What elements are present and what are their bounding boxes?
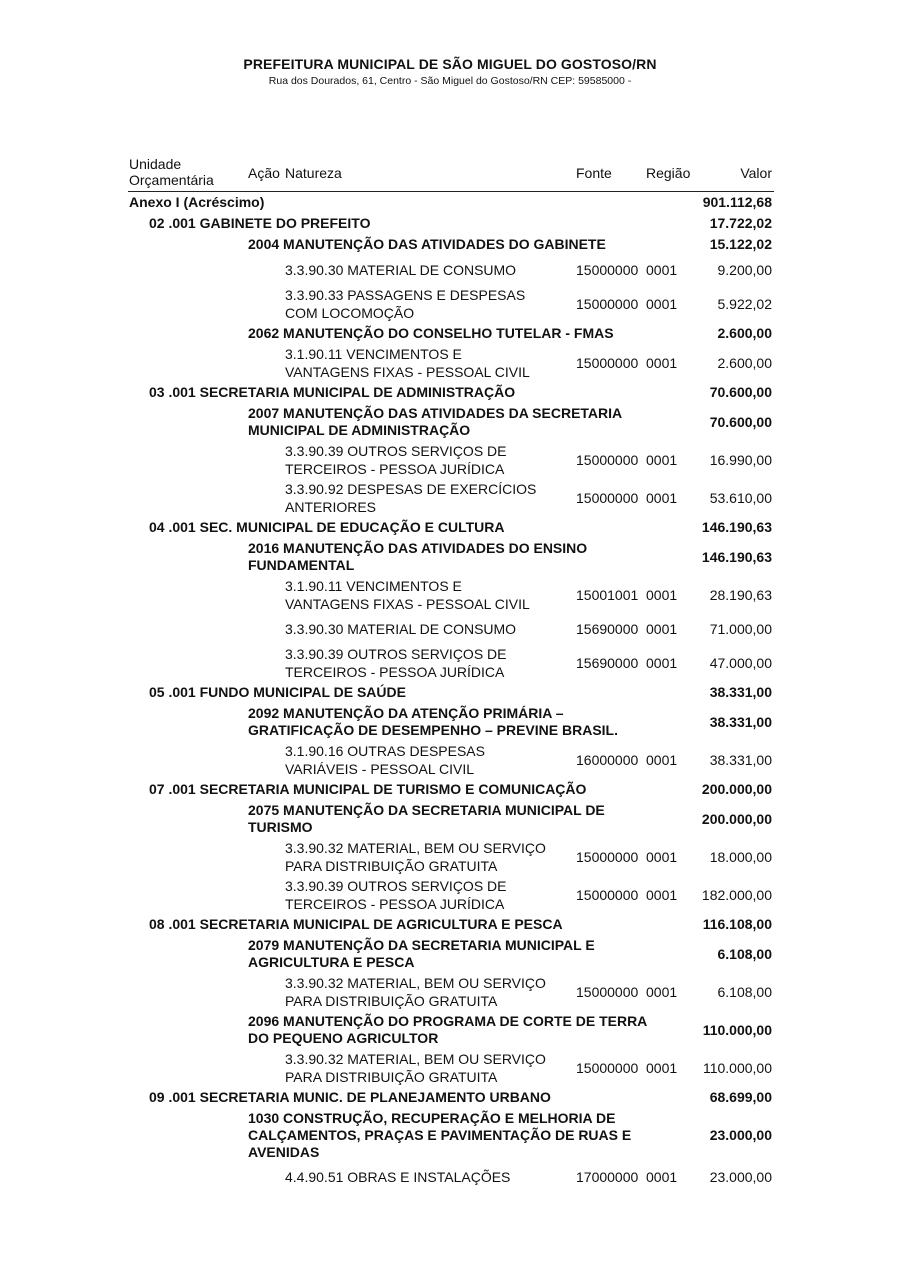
- row-description: [149, 384, 515, 401]
- action-row: [0, 538, 900, 576]
- regiao-value: 0001: [646, 655, 678, 671]
- description-line: 3.3.90.39 OUTROS SERVIÇOS DE: [285, 443, 507, 459]
- description-line: PARA DISTRIBUIÇÃO GRATUITA: [285, 1069, 498, 1085]
- description-line: COM LOCOMOÇÃO: [285, 305, 415, 321]
- description-line: 3.3.90.30 MATERIAL DE CONSUMO: [285, 621, 517, 637]
- row-description: [285, 1168, 510, 1186]
- regiao-value: 0001: [646, 752, 678, 768]
- fonte-value: 15000000: [576, 452, 639, 468]
- row-description: [285, 345, 530, 381]
- row-description: [248, 405, 622, 439]
- regiao-value: 0001: [646, 296, 678, 312]
- fonte-value: 15000000: [576, 887, 639, 903]
- row-description: [149, 215, 370, 232]
- nature-row: [0, 285, 900, 323]
- description-line: GRATIFICAÇÃO DE DESEMPENHO – PREVINE BRASIL.: [248, 722, 619, 738]
- row-description: [149, 916, 563, 933]
- description-line: TERCEIROS - PESSOA JURÍDICA: [285, 896, 505, 912]
- description-line: 2062 MANUTENÇÃO DO CONSELHO TUTELAR - FMAS: [248, 325, 614, 341]
- row-description: [248, 325, 614, 342]
- col-acao: Ação: [248, 165, 280, 181]
- fonte-value: 15001001: [576, 587, 639, 603]
- col-regiao: Região: [646, 165, 691, 181]
- row-description: [248, 540, 587, 574]
- description-line: 2075 MANUTENÇÃO DA SECRETARIA MUNICIPAL DE: [248, 802, 605, 818]
- description-line: 07 .001 SECRETARIA MUNICIPAL DE TURISMO E COMUNICAÇÃO: [149, 781, 587, 797]
- row-description: [149, 519, 505, 536]
- nature-row: [0, 644, 900, 682]
- description-line: 2079 MANUTENÇÃO DA SECRETARIA MUNICIPAL E: [248, 937, 595, 953]
- valor-value: 38.331,00: [709, 714, 772, 730]
- description-line: PARA DISTRIBUIÇÃO GRATUITA: [285, 993, 498, 1009]
- description-line: 3.3.90.32 MATERIAL, BEM OU SERVIÇO: [285, 1051, 546, 1067]
- regiao-value: 0001: [646, 262, 678, 278]
- description-line: VARIÁVEIS - PESSOAL CIVIL: [285, 761, 475, 777]
- description-line: 2004 MANUTENÇÃO DAS ATIVIDADES DO GABINETE: [248, 236, 606, 252]
- action-row: [0, 403, 900, 441]
- fonte-value: 17000000: [576, 1169, 639, 1185]
- valor-value: 146.190,63: [701, 549, 772, 565]
- annex-row: [0, 192, 900, 213]
- valor-value: 47.000,00: [709, 655, 772, 671]
- nature-row: [0, 479, 900, 517]
- action-row: [0, 1108, 900, 1162]
- regiao-value: 0001: [646, 621, 678, 637]
- unit-row: [0, 517, 900, 538]
- row-description: [285, 974, 546, 1010]
- action-row: [0, 234, 900, 255]
- nature-row: [0, 614, 900, 644]
- row-description: [129, 194, 264, 211]
- col-fonte: Fonte: [576, 165, 612, 181]
- description-line: 08 .001 SECRETARIA MUNICIPAL DE AGRICULTURA E PESCA: [149, 916, 563, 932]
- regiao-value: 0001: [646, 1060, 678, 1076]
- description-line: AVENIDAS: [248, 1144, 320, 1160]
- row-description: [248, 1110, 631, 1161]
- description-line: 2007 MANUTENÇÃO DAS ATIVIDADES DA SECRETARIA: [248, 405, 623, 421]
- description-line: AGRICULTURA E PESCA: [248, 954, 415, 970]
- nature-row: [0, 1049, 900, 1087]
- valor-value: 70.600,00: [709, 384, 772, 400]
- row-description: [285, 620, 516, 638]
- description-line: 2096 MANUTENÇÃO DO PROGRAMA DE CORTE DE TERRA: [248, 1013, 648, 1029]
- row-description: [248, 1013, 647, 1047]
- valor-value: 182.000,00: [701, 887, 772, 903]
- valor-value: 6.108,00: [717, 946, 772, 962]
- description-line: 03 .001 SECRETARIA MUNICIPAL DE ADMINISTRAÇÃO: [149, 384, 516, 400]
- valor-value: 23.000,00: [709, 1169, 772, 1185]
- col-valor: Valor: [740, 165, 772, 181]
- unit-row: [0, 213, 900, 234]
- nature-row: [0, 255, 900, 285]
- description-line: ANTERIORES: [285, 499, 377, 515]
- fonte-value: 15000000: [576, 849, 639, 865]
- valor-value: 16.990,00: [709, 452, 772, 468]
- unit-row: [0, 1087, 900, 1108]
- row-description: [285, 480, 536, 516]
- col-unidade-line1: Unidade: [129, 156, 182, 172]
- description-line: 3.3.90.32 MATERIAL, BEM OU SERVIÇO: [285, 975, 546, 991]
- regiao-value: 0001: [646, 849, 678, 865]
- description-line: 2092 MANUTENÇÃO DA ATENÇÃO PRIMÁRIA –: [248, 705, 564, 721]
- description-line: 02 .001 GABINETE DO PREFEITO: [149, 215, 371, 231]
- row-description: [285, 839, 546, 875]
- page-title: PREFEITURA MUNICIPAL DE SÃO MIGUEL DO GOSTOSO/RN: [243, 56, 657, 72]
- description-line: 04 .001 SEC. MUNICIPAL DE EDUCAÇÃO E CULTURA: [149, 519, 505, 535]
- row-description: [149, 781, 586, 798]
- row-description: [248, 236, 606, 253]
- description-line: PARA DISTRIBUIÇÃO GRATUITA: [285, 858, 498, 874]
- description-line: 3.3.90.30 MATERIAL DE CONSUMO: [285, 262, 517, 278]
- valor-value: 17.722,02: [709, 215, 772, 231]
- nature-row: [0, 576, 900, 614]
- fonte-value: 16000000: [576, 752, 639, 768]
- valor-value: 38.331,00: [709, 684, 772, 700]
- unit-row: [0, 779, 900, 800]
- description-line: 3.3.90.39 OUTROS SERVIÇOS DE: [285, 878, 507, 894]
- valor-value: 116.108,00: [702, 916, 772, 932]
- valor-value: 901.112,68: [702, 194, 772, 210]
- description-line: 2016 MANUTENÇÃO DAS ATIVIDADES DO ENSINO: [248, 540, 588, 556]
- valor-value: 2.600,00: [717, 355, 772, 371]
- action-row: [0, 1011, 900, 1049]
- description-line: 3.1.90.11 VENCIMENTOS E: [285, 578, 462, 594]
- nature-row: [0, 441, 900, 479]
- row-description: [285, 742, 485, 778]
- regiao-value: 0001: [646, 490, 678, 506]
- nature-row: [0, 344, 900, 382]
- valor-value: 23.000,00: [709, 1127, 772, 1143]
- row-description: [248, 802, 605, 836]
- description-line: Anexo I (Acréscimo): [129, 194, 265, 210]
- description-line: 3.3.90.33 PASSAGENS E DESPESAS: [285, 287, 526, 303]
- regiao-value: 0001: [646, 355, 678, 371]
- col-unidade-line2: Orçamentária: [129, 172, 214, 188]
- fonte-value: 15690000: [576, 655, 639, 671]
- row-description: [149, 1089, 551, 1106]
- action-row: [0, 935, 900, 973]
- description-line: 09 .001 SECRETARIA MUNIC. DE PLANEJAMENTO URBANO: [149, 1089, 551, 1105]
- page-address: Rua dos Dourados, 61, Centro - São Miguel do Gostoso/RN CEP: 59585000 -: [268, 75, 632, 87]
- description-line: 4.4.90.51 OBRAS E INSTALAÇÕES: [285, 1169, 511, 1185]
- description-line: DO PEQUENO AGRICULTOR: [248, 1030, 439, 1046]
- description-line: 1030 CONSTRUÇÃO, RECUPERAÇÃO E MELHORIA DE: [248, 1110, 616, 1126]
- col-natureza: Natureza: [285, 165, 342, 181]
- valor-value: 70.600,00: [709, 414, 772, 430]
- valor-value: 18.000,00: [709, 849, 772, 865]
- description-line: 3.3.90.32 MATERIAL, BEM OU SERVIÇO: [285, 840, 546, 856]
- fonte-value: 15000000: [576, 355, 639, 371]
- nature-row: [0, 876, 900, 914]
- valor-value: 146.190,63: [701, 519, 772, 535]
- regiao-value: 0001: [646, 1169, 678, 1185]
- row-description: [285, 261, 516, 279]
- fonte-value: 15690000: [576, 621, 639, 637]
- valor-value: 5.922,02: [717, 296, 772, 312]
- description-line: 3.3.90.39 OUTROS SERVIÇOS DE: [285, 646, 507, 662]
- description-line: TURISMO: [248, 819, 313, 835]
- action-row: [0, 800, 900, 838]
- row-description: [285, 286, 525, 322]
- row-description: [285, 645, 507, 681]
- action-row: [0, 703, 900, 741]
- valor-value: 200.000,00: [701, 811, 772, 827]
- valor-value: 68.699,00: [709, 1089, 772, 1105]
- fonte-value: 15000000: [576, 984, 639, 1000]
- description-line: 3.3.90.92 DESPESAS DE EXERCÍCIOS: [285, 481, 537, 497]
- valor-value: 28.190,63: [709, 587, 772, 603]
- regiao-value: 0001: [646, 452, 678, 468]
- description-line: TERCEIROS - PESSOA JURÍDICA: [285, 461, 505, 477]
- row-description: [285, 442, 507, 478]
- nature-row: [0, 838, 900, 876]
- description-line: 3.1.90.11 VENCIMENTOS E: [285, 346, 462, 362]
- budget-table-body: [0, 192, 900, 1192]
- unit-row: [0, 914, 900, 935]
- nature-row: [0, 1162, 900, 1192]
- regiao-value: 0001: [646, 587, 678, 603]
- valor-value: 110.000,00: [702, 1060, 772, 1076]
- valor-value: 200.000,00: [701, 781, 772, 797]
- fonte-value: 15000000: [576, 262, 639, 278]
- description-line: 05 .001 FUNDO MUNICIPAL DE SAÚDE: [149, 684, 406, 700]
- fonte-value: 15000000: [576, 296, 639, 312]
- description-line: VANTAGENS FIXAS - PESSOAL CIVIL: [285, 596, 530, 612]
- description-line: VANTAGENS FIXAS - PESSOAL CIVIL: [285, 364, 530, 380]
- row-description: [285, 577, 530, 613]
- description-line: MUNICIPAL DE ADMINISTRAÇÃO: [248, 422, 471, 438]
- unit-row: [0, 682, 900, 703]
- row-description: [149, 684, 406, 701]
- unit-row: [0, 382, 900, 403]
- description-line: FUNDAMENTAL: [248, 557, 355, 573]
- row-description: [285, 1050, 546, 1086]
- description-line: 3.1.90.16 OUTRAS DESPESAS: [285, 743, 485, 759]
- col-unidade: [129, 156, 214, 188]
- regiao-value: 0001: [646, 984, 678, 1000]
- description-line: CALÇAMENTOS, PRAÇAS E PAVIMENTAÇÃO DE RUAS E: [248, 1127, 632, 1143]
- description-line: TERCEIROS - PESSOA JURÍDICA: [285, 664, 505, 680]
- valor-value: 15.122,02: [709, 236, 772, 252]
- nature-row: [0, 973, 900, 1011]
- regiao-value: 0001: [646, 887, 678, 903]
- valor-value: 53.610,00: [709, 490, 772, 506]
- fonte-value: 15000000: [576, 490, 639, 506]
- fonte-value: 15000000: [576, 1060, 639, 1076]
- nature-row: [0, 741, 900, 779]
- valor-value: 38.331,00: [709, 752, 772, 768]
- row-description: [248, 705, 618, 739]
- valor-value: 110.000,00: [702, 1022, 772, 1038]
- valor-value: 2.600,00: [717, 325, 772, 341]
- action-row: [0, 323, 900, 344]
- valor-value: 71.000,00: [709, 621, 772, 637]
- row-description: [285, 877, 507, 913]
- row-description: [248, 937, 595, 971]
- valor-value: 9.200,00: [717, 262, 772, 278]
- valor-value: 6.108,00: [717, 984, 772, 1000]
